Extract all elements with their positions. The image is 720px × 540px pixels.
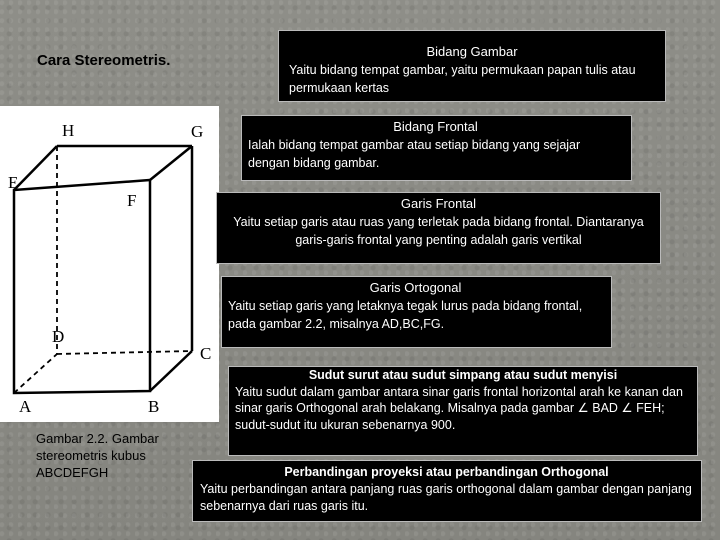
box-body: Yaitu setiap garis atau ruas yang terletak pada bidang frontal. Diantaranya garis-garis frontal yang penting adalah garis vertikal	[233, 215, 644, 247]
vertex-label-C: C	[200, 344, 212, 363]
cube-diagram	[0, 106, 219, 422]
cube-edge-DC-hidden	[57, 351, 192, 354]
box-garis-ortogonal	[221, 276, 612, 348]
cube-edge-FG	[150, 146, 192, 180]
box-title: Sudut surut atau sudut simpang atau sudut menyisi	[308, 368, 618, 382]
box-body: Yaitu bidang tempat gambar, yaitu permukaan papan tulis atau permukaan kertas	[289, 63, 636, 95]
box-title: Perbandingan proyeksi atau perbandingan Orthogonal	[284, 465, 609, 479]
box-title: Bidang Frontal	[393, 119, 478, 134]
page-title: Cara Stereometris.	[37, 52, 171, 69]
box-bidang-frontal	[241, 115, 632, 181]
cube-figure	[0, 106, 219, 422]
box-title: Bidang Gambar	[426, 44, 518, 59]
box-sudut-surut	[228, 366, 698, 456]
box-body: Yaitu sudut dalam gambar antara sinar garis frontal horizontal arah ke kanan dan sinar garis Orthogonal arah belakang. Misalnya pada gambar ∠ BAD ∠ FEH; sudut-sudut itu ukuran sebenarnya 900.	[235, 384, 683, 432]
vertex-label-F: F	[127, 191, 137, 210]
box-title: Garis Ortogonal	[369, 280, 462, 295]
cube-edge-BC	[150, 351, 192, 391]
vertex-label-G: G	[191, 122, 204, 141]
box-body: Yaitu perbandingan antara panjang ruas garis orthogonal dalam gambar dengan panjang sebenarnya dari ruas garis itu.	[200, 482, 692, 513]
box-title: Garis Frontal	[400, 196, 477, 211]
vertex-label-B: B	[148, 397, 160, 416]
cube-front-face	[14, 180, 150, 393]
vertex-label-H: H	[62, 121, 75, 140]
box-bidang-gambar	[278, 30, 666, 102]
box-body: Yaitu setiap garis yang letaknya tegak lurus pada bidang frontal, pada gambar 2.2, misalnya AD,BC,FG.	[228, 299, 583, 331]
box-perbandingan-proyeksi	[192, 460, 702, 522]
vertex-label-D: D	[52, 327, 65, 346]
vertex-label-E: E	[8, 173, 19, 192]
box-body: Ialah bidang tempat gambar atau setiap bidang yang sejajar dengan bidang gambar.	[248, 138, 581, 170]
cube-edge-EH	[14, 146, 57, 190]
box-garis-frontal	[216, 192, 661, 264]
figure-caption: Gambar 2.2. Gambar stereometris kubus ABCDEFGH	[36, 431, 159, 480]
cube-edge-AD-hidden	[14, 354, 57, 393]
vertex-label-A: A	[19, 397, 32, 416]
